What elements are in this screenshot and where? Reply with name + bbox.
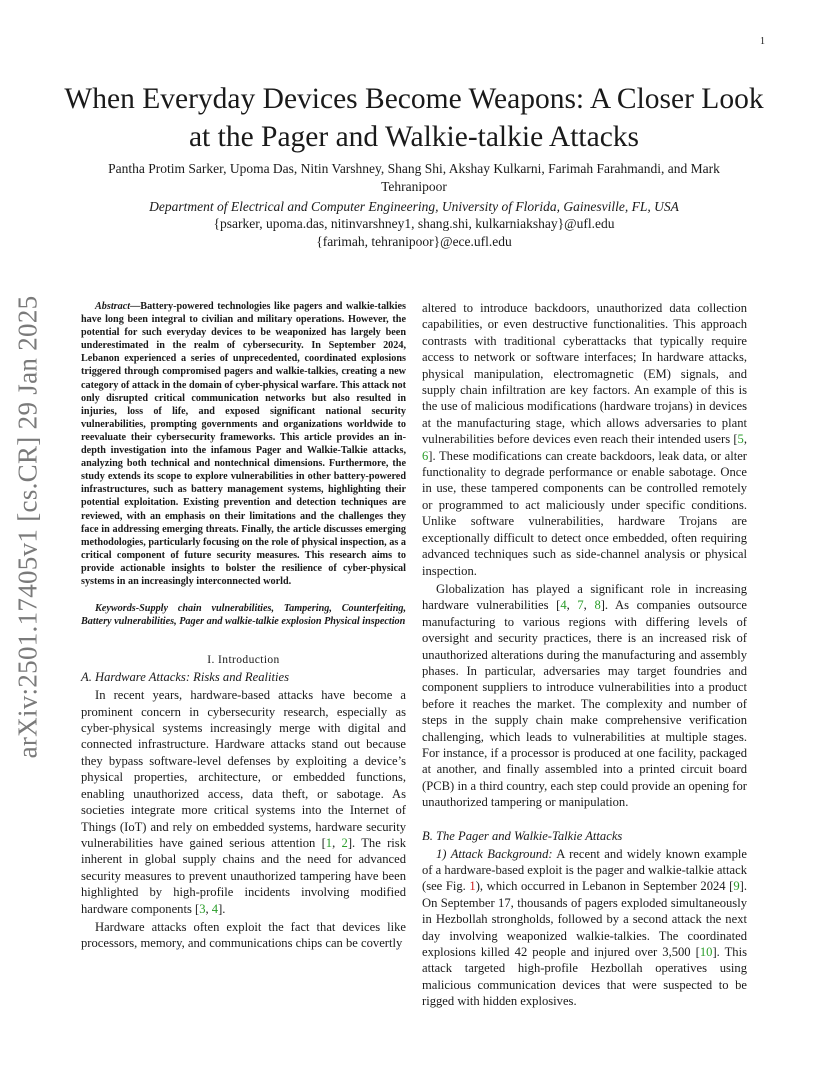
paragraph-text: Globalization has played a significant role in increasing hardware vulnerabilities [	[422, 581, 747, 613]
citation-link[interactable]: 10	[699, 945, 713, 960]
paper-title: When Everyday Devices Become Weapons: A Closer Look at the Pager and Walkie-talkie Attacks	[64, 83, 764, 153]
abstract-text: —Battery-powered technologies like pagers and walkie-talkies have long been integral to civilian and military operations. However, the potential for such everyday devices to be weaponized has largely been underestimated in the realm of cybersecurity. In September 2024, Lebanon experienced a series of unprecedented, coordinated explosions triggered through compromised pagers and walkie-talkies, creating a new category of attack in the domain of cyber-physical warfare. This attack not only disrupted critical communication networks but also resulted in injuries, loss of life, and exposed significant national security vulnerabilities, prompting governments and organizations worldwide to reevaluate their cybersecurity frameworks. This article provides an in-depth investigation into the infamous Pager and Walkie-Talkie attacks, analyzing both technical and nontechnical dimensions. Furthermore, the study extends its scope to explore vulnerabilities in other battery-powered infrastructures, such as battery management systems, highlighting their potential exploitation. Existing prevention and detection techniques are reviewed, with an emphasis on their limitations and the challenges they face in addressing emerging threats. Finally, the article discusses emerging methodologies, particularly focusing on the role of physical inspection, as a critical component of future security measures. This research aims to provide actionable insights to bolster the resilience of cyber-physical systems in an increasingly interconnected world.	[81, 301, 406, 587]
citation-link[interactable]: 3	[199, 901, 206, 916]
intro-paragraph-2: Hardware attacks often exploit the fact that devices like processors, memory, and communications chips can be covertly	[81, 919, 406, 951]
citation-link[interactable]: 2	[341, 835, 348, 850]
citation-link[interactable]: 5	[737, 432, 744, 447]
paragraph-text: ), which occurred in Lebanon in September 2024 [	[475, 879, 734, 894]
email-line-2: {farimah, tehranipoor}@ece.ufl.edu	[316, 234, 512, 249]
paragraph-text: altered to introduce backdoors, unauthorized data collection capabilities, or even destructive functionalities. This approach contrasts with traditional cyberattacks that typically require access to network or software interfaces; In hardware attacks, physical manipulation, electromagnetic (EM) signals, and supply chain infiltration are key factors. An example of this is the use of malicious modifications (hardware trojans) in devices at the manufacturing stage, which allows adversaries to plant vulnerabilities before devices even reach their intended users [	[422, 301, 747, 447]
citation-link[interactable]: 8	[594, 598, 601, 613]
citation-link[interactable]: 7	[577, 598, 584, 613]
citation-link[interactable]: 1	[325, 835, 333, 850]
section-heading-introduction: I. Introduction	[207, 654, 280, 667]
citation-separator: ,	[743, 432, 747, 447]
left-column	[81, 300, 406, 952]
right-paragraph-2	[422, 581, 747, 811]
paragraph-text: ]. On September 17, thousands of pagers exploded simultaneously in Hezbollah strongholds, followed by a second attack the next day involving weaponized walkie-talkies. The coordinated explosions killed 42 people and injured over 3,500 [	[422, 879, 747, 960]
paragraph-text: ]. These modifications can create backdoors, leak data, or alter functionality to degrade performance or enable sabotage. Once in use, these tampered components can be controlled remotely or programmed to act maliciously under specific conditions. Unlike software vulnerabilities, hardware Trojans are exceptionally difficult to detect once embedded, often requiring advanced techniques such as side-channel analysis or physical inspection.	[422, 448, 747, 578]
right-column	[422, 300, 747, 1010]
affiliation: Department of Electrical and Computer Engineering, University of Florida, Gainesville, FL, USA	[149, 199, 679, 214]
citation-link[interactable]: 4	[560, 598, 567, 613]
arxiv-stamp	[8, 292, 48, 762]
abstract-label: Abstract	[95, 301, 131, 312]
citation-link[interactable]: 9	[733, 879, 740, 894]
paragraph-lead: 1) Attack Background:	[436, 846, 553, 861]
citation-separator: ,	[583, 598, 595, 613]
citation-separator: ,	[566, 598, 578, 613]
citation-link[interactable]: 6	[422, 448, 429, 463]
paragraph-text: ].	[218, 901, 226, 916]
abstract	[81, 300, 406, 588]
paragraph-text: ]. As companies outsource manufacturing to various regions with differing levels of oversight and security practices, there is an increased risk of unauthorized alterations during the manufacturing and assembly phases. In particular, adversaries may target foundries and component suppliers to introduce vulnerabilities into a product before it reaches the market. The complexity and number of steps in the supply chain make comprehensive verification challenging, which leads to vulnerabilities at multiple stages. For instance, if a processor is produced at one facility, packaged at another, and finally assembled into a printed circuit board (PCB) in a third country, each step could provide an opening for unauthorized tampering or manipulation.	[422, 598, 748, 810]
citation-link[interactable]: 4	[211, 901, 219, 916]
paragraph-text: ]. The risk inherent in global supply chains and the need for advanced security measures to prevent unauthorized tampering have been highlighted by high-profile incidents involving modified hardware components [	[81, 835, 406, 916]
figure-link[interactable]: 1	[469, 879, 476, 894]
right-paragraph-1	[422, 300, 747, 579]
page-number: 1	[760, 36, 765, 47]
email-line-1: {psarker, upoma.das, nitinvarshney1, shang.shi, kulkarniakshay}@ufl.edu	[213, 216, 615, 231]
arxiv-stamp-text: arXiv:2501.17405v1 [cs.CR] 29 Jan 2025	[12, 295, 43, 759]
right-paragraph-3	[422, 846, 747, 1010]
paragraph-text: ]. This attack targeted high-profile Hezbollah operatives using malicious communication devices that were suspected to be rigged with hidden explosives.	[422, 945, 748, 1009]
subsection-heading-hardware-attacks: A. Hardware Attacks: Risks and Realities	[81, 670, 289, 685]
intro-paragraph-1	[81, 687, 406, 917]
citation-separator: ,	[205, 901, 212, 916]
citation-separator: ,	[332, 835, 342, 850]
paragraph-text: A recent and widely known example of a hardware-based exploit is the pager and walkie-talkie attack (see Fig.	[422, 846, 747, 894]
subsection-heading-pager-attacks: B. The Pager and Walkie-Talkie Attacks	[422, 828, 623, 843]
author-list: Pantha Protim Sarker, Upoma Das, Nitin Varshney, Shang Shi, Akshay Kulkarni, Farimah Farahmandi, and Mark Tehranipoor	[108, 161, 720, 194]
paragraph-text: In recent years, hardware-based attacks have become a prominent concern in cybersecurity research, especially as cyber-physical systems increasingly merge with digital and connected infrastructure. Hardware attacks stand out because they bypass software-level defenses by exploiting a device’s physical properties, architecture, or embedded functions, enabling unauthorized access, data theft, or sabotage. As societies integrate more critical systems into the Internet of Things (IoT) and rely on embedded systems, hardware security vulnerabilities have gained serious attention [	[81, 688, 406, 850]
keywords: Keywords-Supply chain vulnerabilities, Tampering, Counterfeiting, Battery vulnerabilities, Pager and walkie-talkie explosion Physical inspection	[81, 603, 406, 628]
